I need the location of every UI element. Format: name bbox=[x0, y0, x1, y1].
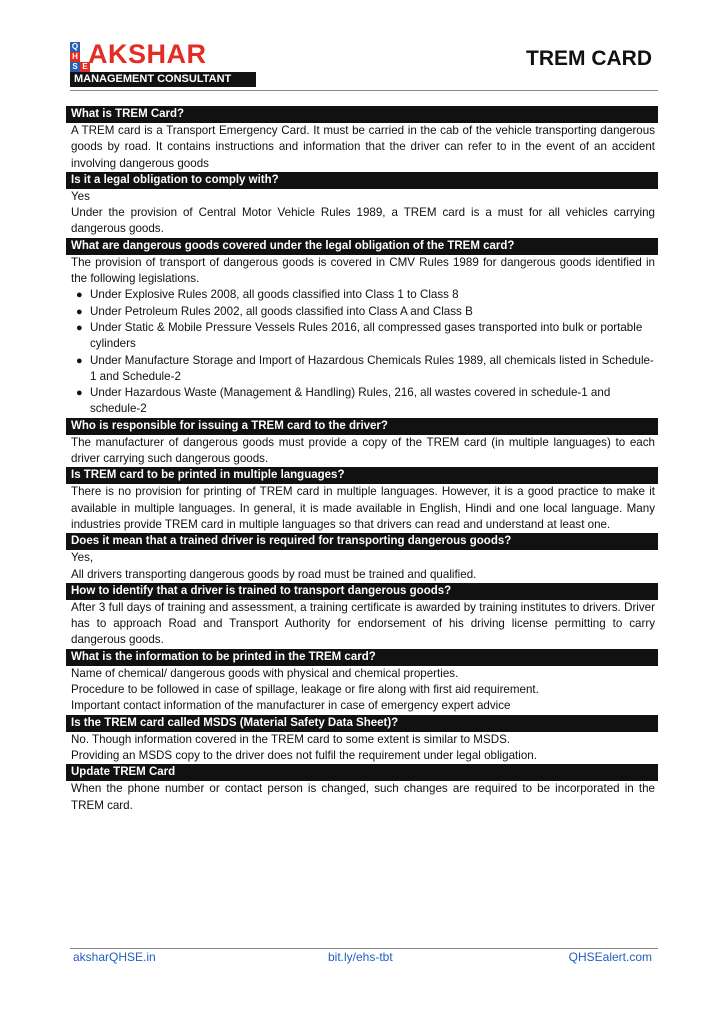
section-paragraph: After 3 full days of training and assessment, a training certificate is awarded by training institutes to drivers. Driver has to approach Road and Transport Authority for endorsement of his driving license permitting to carry dangerous goods. bbox=[71, 600, 655, 647]
footer-link-bitly[interactable]: bit.ly/ehs-tbt bbox=[328, 950, 393, 964]
logo-letter-q: Q bbox=[71, 42, 79, 51]
section-paragraph: Yes bbox=[71, 189, 90, 203]
section-paragraph: No. Though information covered in the TREM card to some extent is similar to MSDS. bbox=[71, 732, 511, 746]
section-paragraph: There is no provision for printing of TREM card in multiple languages. However, it is a good practice to make it available in multiple languages. In general, it is made available in English, Hindi and one local language. Many industries provide TREM card in multiple languages so that drivers can read and understand at least one. bbox=[71, 485, 655, 531]
bullet-list bbox=[66, 287, 658, 417]
page-footer bbox=[70, 950, 658, 968]
section-paragraph: A TREM card is a Transport Emergency Card. It must be carried in the cab of the vehicle transporting dangerous goods by road. It contains instructions and information that the driver can refer to in the event of an accident involving dangerous goods bbox=[71, 124, 655, 170]
list-item bbox=[76, 304, 655, 320]
section-paragraph: The manufacturer of dangerous goods must provide a copy of the TREM card (in multiple languages) to each driver carrying such dangerous goods. bbox=[71, 435, 655, 466]
section-heading: How to identify that a driver is trained to transport dangerous goods? bbox=[66, 583, 658, 600]
logo-subtitle: MANAGEMENT CONSULTANT bbox=[74, 73, 232, 85]
list-item-text: Under Static & Mobile Pressure Vessels Rules 2016, all compressed gases transported into bulk or portable cylinders bbox=[90, 320, 643, 351]
header-divider bbox=[70, 90, 658, 91]
section-paragraph: The provision of transport of dangerous goods is covered in CMV Rules 1989 for dangerous goods identified in the following legislations. bbox=[71, 255, 655, 286]
bullet-icon: ● bbox=[76, 321, 83, 334]
list-item bbox=[76, 385, 655, 418]
section-heading: What is the information to be printed in the TREM card? bbox=[66, 649, 658, 666]
bullet-icon: ● bbox=[76, 387, 83, 400]
document-title: TREM CARD bbox=[526, 47, 652, 70]
logo-subtitle-bar bbox=[70, 72, 256, 87]
section-heading: Does it mean that a trained driver is required for transporting dangerous goods? bbox=[66, 533, 658, 550]
section-paragraph: Procedure to be followed in case of spillage, leakage or fire along with first aid requirement. bbox=[71, 683, 539, 697]
section-heading: Is the TREM card called MSDS (Material Safety Data Sheet)? bbox=[66, 715, 658, 732]
faq-section bbox=[66, 172, 658, 238]
list-item bbox=[76, 353, 655, 386]
section-paragraph: When the phone number or contact person is changed, such changes are required to be incorporated in the TREM card. bbox=[71, 782, 655, 812]
faq-section bbox=[66, 764, 658, 814]
faq-section bbox=[66, 649, 658, 715]
section-paragraph: Providing an MSDS copy to the driver does not fulfil the requirement under legal obligation. bbox=[71, 748, 537, 762]
section-paragraph: Yes, bbox=[71, 551, 94, 565]
faq-section bbox=[66, 106, 658, 172]
section-paragraph: Important contact information of the manufacturer in case of emergency expert advice bbox=[71, 699, 511, 713]
section-heading: Is it a legal obligation to comply with? bbox=[66, 172, 658, 189]
section-heading: Is TREM card to be printed in multiple languages? bbox=[66, 467, 658, 484]
faq-section bbox=[66, 583, 658, 649]
faq-section bbox=[66, 418, 658, 468]
bullet-icon: ● bbox=[76, 354, 83, 367]
list-item-text: Under Explosive Rules 2008, all goods classified into Class 1 to Class 8 bbox=[90, 288, 459, 302]
section-heading: What are dangerous goods covered under the legal obligation of the TREM card? bbox=[66, 238, 658, 255]
page-header bbox=[70, 39, 658, 90]
list-item-text: Under Petroleum Rules 2002, all goods classified into Class A and Class B bbox=[90, 304, 473, 318]
logo-wordmark: AKSHAR bbox=[88, 39, 207, 69]
logo-letter-s: S bbox=[70, 62, 80, 72]
list-item-text: Under Manufacture Storage and Import of Hazardous Chemicals Rules 1989, all chemicals listed in Schedule-1 and Schedule-2 bbox=[90, 353, 654, 383]
section-heading: Who is responsible for issuing a TREM card to the driver? bbox=[66, 418, 658, 435]
footer-link-qhsealert[interactable]: QHSEalert.com bbox=[568, 950, 652, 964]
faq-section bbox=[66, 715, 658, 765]
list-item-text: Under Hazardous Waste (Management & Handling) Rules, 216, all wastes covered in schedule-1 and schedule-2 bbox=[90, 386, 611, 416]
faq-section bbox=[66, 467, 658, 533]
footer-divider bbox=[70, 948, 658, 949]
section-paragraph: All drivers transporting dangerous goods by road must be trained and qualified. bbox=[71, 567, 477, 581]
section-paragraph: Name of chemical/ dangerous goods with physical and chemical properties. bbox=[71, 666, 459, 680]
bullet-icon: ● bbox=[76, 289, 83, 302]
bullet-icon: ● bbox=[76, 305, 83, 318]
list-item bbox=[76, 287, 655, 303]
section-heading: Update TREM Card bbox=[66, 764, 658, 781]
faq-section bbox=[66, 533, 658, 583]
list-item bbox=[76, 320, 655, 353]
document-body bbox=[66, 106, 658, 814]
section-paragraph: Under the provision of Central Motor Vehicle Rules 1989, a TREM card is a must for all vehicles carrying dangerous goods. bbox=[71, 206, 655, 236]
logo-letter-h: H bbox=[70, 52, 80, 62]
footer-link-akshar[interactable]: aksharQHSE.in bbox=[73, 950, 156, 964]
company-logo bbox=[70, 39, 256, 88]
section-heading: What is TREM Card? bbox=[66, 106, 658, 123]
logo-letter-e: E bbox=[80, 62, 90, 72]
faq-section bbox=[66, 238, 658, 418]
